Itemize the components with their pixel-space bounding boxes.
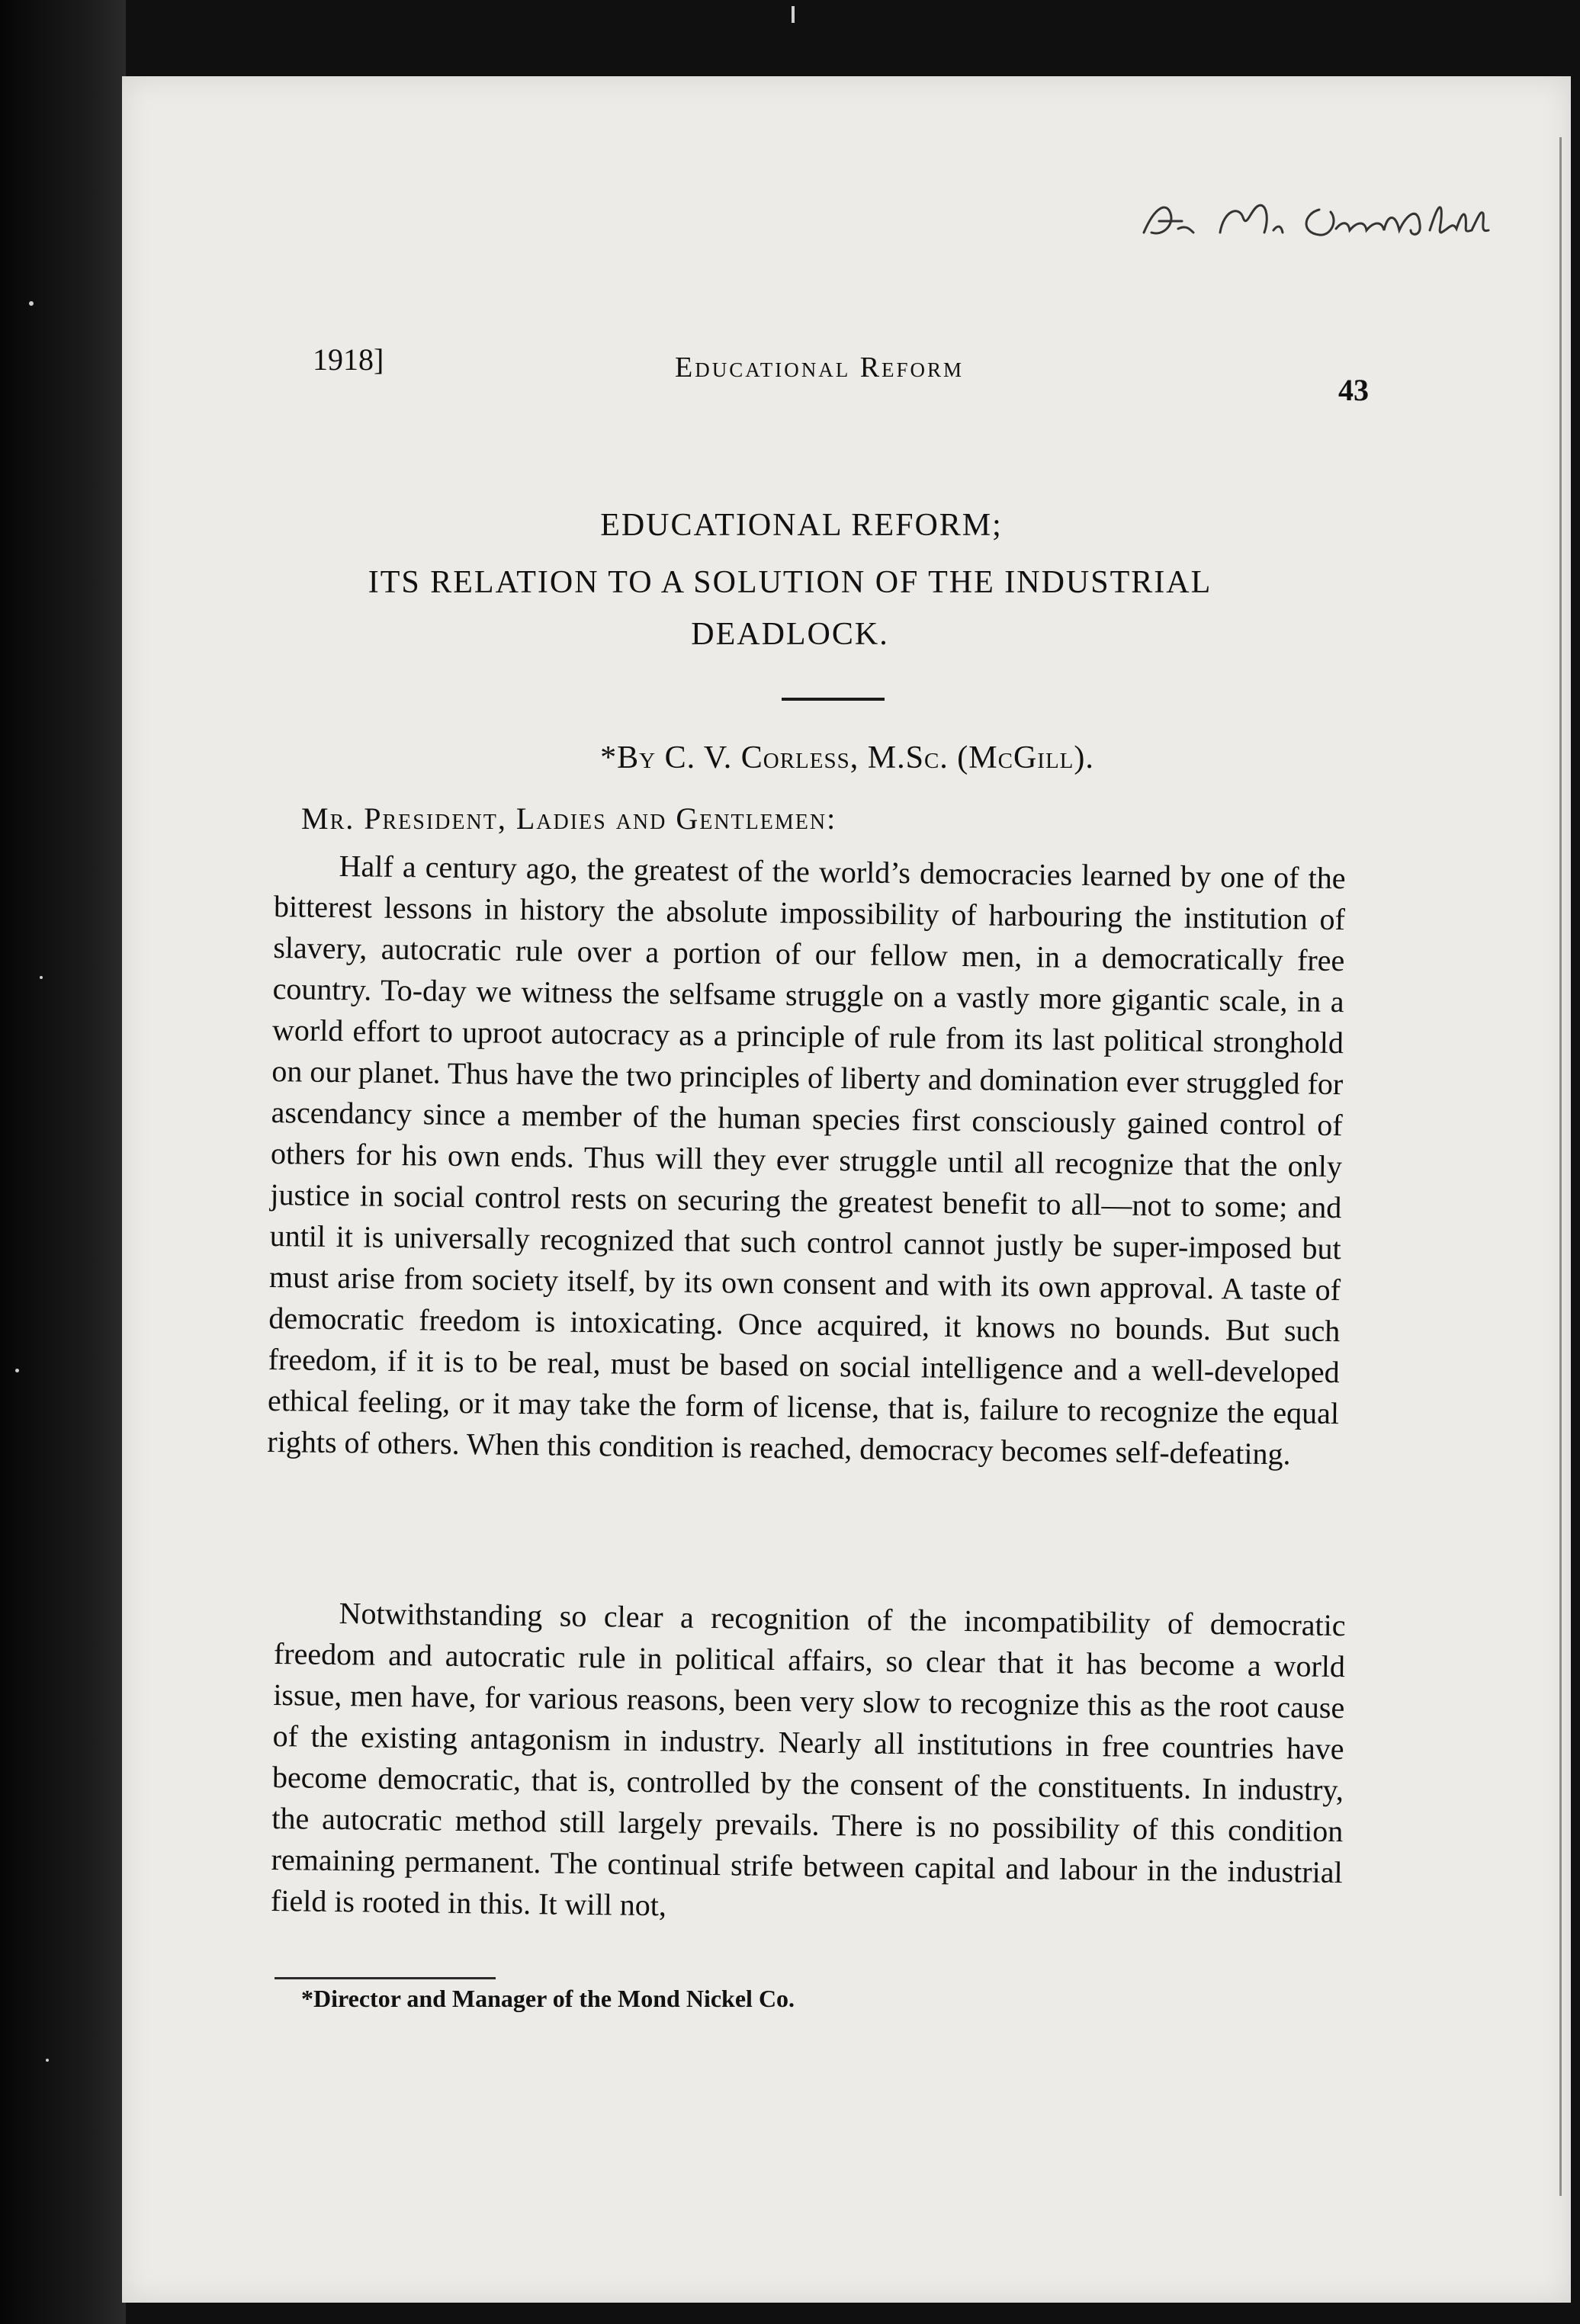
dust-speck — [15, 1369, 19, 1372]
footnote-divider — [275, 1977, 496, 1979]
article-title-line-3: DEADLOCK. — [691, 617, 889, 652]
dust-speck — [40, 976, 43, 979]
article-title-line-1: EDUCATIONAL REFORM; — [600, 508, 1003, 543]
running-head-title: Educational Reform — [675, 351, 965, 384]
author-byline: *By C. V. Corless, M.Sc. (McGill). — [600, 740, 1094, 775]
title-divider — [782, 698, 885, 701]
salutation: Mr. President, Ladies and Gentlemen: — [301, 801, 837, 836]
body-paragraph-1: Half a century ago, the greatest of the world’s democracies learned by one of the bitterest lessons in history the absolute impossibility of harbouring the institution of slavery, autocratic rule over a portion of our fellow men, in a democratically free country. To-day we witness the selfsame struggle on a vastly more gigantic scale, in a world effort to uproot autocracy as a principle of rule from its last political stronghold on our planet. Thus have the two principles of liberty and domination ever struggled for ascendancy since a member of the human species first consciously gained control of others for his own ends. Thus will they ever struggle until all recognize that the only justice in social control rests on securing the greatest benefit to all—not to some; and until it is universally recognized that such control cannot justly be super-imposed but must arise from society itself, by its own consent and with its own approval. A taste of democratic freedom is intoxicating. Once acquired, it knows no bounds. But such freedom, if it is to be real, must be based on social intelligence and a well-developed ethical feeling, or it may take the form of license, that is, failure to recognize the equal rights of others. When this condition is reached, democracy becomes self-defeating. — [267, 849, 1346, 1472]
footnote: *Director and Manager of the Mond Nickel Co. — [301, 1985, 795, 2012]
body-paragraph-2: Notwithstanding so clear a recognition of the incompatibility of democratic freedom and autocratic rule in political affairs, so clear that it has become a world issue, men have, for various reasons, been very slow to recognize this as the root cause of the existing antagonism in industry. Nearly all institutions in free countries have become democratic, that is, controlled by the consent of the constituents. In industry, the autocratic method still largely prevails. There is no possibility of this condition remaining permanent. The continual strife between capital and labour in the industrial field is rooted in this. It will not, — [270, 1596, 1346, 1923]
article-title-line-2: ITS RELATION TO A SOLUTION OF THE INDUSTRIAL — [368, 565, 1212, 600]
running-head-year: 1918] — [313, 342, 384, 377]
page-edge — [1559, 137, 1562, 2196]
scan-mark — [792, 6, 795, 23]
handwritten-signature — [1136, 191, 1502, 252]
page-number: 43 — [1338, 373, 1369, 407]
dust-speck — [46, 2059, 49, 2062]
scanner-border — [0, 0, 126, 2324]
dust-speck — [29, 301, 34, 306]
